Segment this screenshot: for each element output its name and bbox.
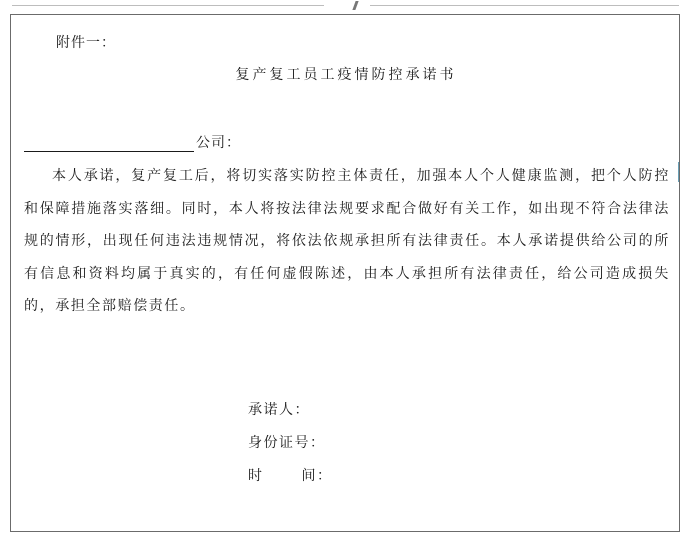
document-title: 复产复工员工疫情防控承诺书 [235, 67, 457, 83]
company-suffix: 公司： [196, 135, 241, 151]
commitment-paragraph: 本人承诺，复产复工后，将切实落实防控主体责任，加强本人个人健康监测，把个人防控和保障措施落实落细。同时，本人将按法律法规要求配合做好有关工作，如出现不符合法律法规的情形，出现任何违法违规情况，将依法依规承担所有法律责任。本人承诺提供给公司的所有信息和资料均属于真实的，有任何虚假陈述，由本人承担所有法律责任，给公司造成损失的，承担全部赔偿责任。 [24, 168, 670, 314]
signature-block [248, 398, 333, 497]
top-border-left [12, 5, 324, 6]
id-number-label: 身份证号： [248, 435, 326, 451]
page-break-mark [352, 1, 358, 10]
id-number-row [248, 431, 333, 464]
company-name-blank[interactable] [24, 137, 194, 152]
promisor-row [248, 398, 333, 431]
time-label-first: 时 [248, 468, 264, 484]
time-row [248, 464, 333, 497]
text-cursor [678, 162, 679, 182]
top-border-right [370, 5, 679, 6]
company-line [24, 132, 241, 152]
promisor-label: 承诺人： [248, 402, 310, 418]
commitment-body [24, 160, 670, 323]
attachment-label: 附件一： [56, 35, 116, 51]
time-label-second: 间： [301, 468, 333, 484]
